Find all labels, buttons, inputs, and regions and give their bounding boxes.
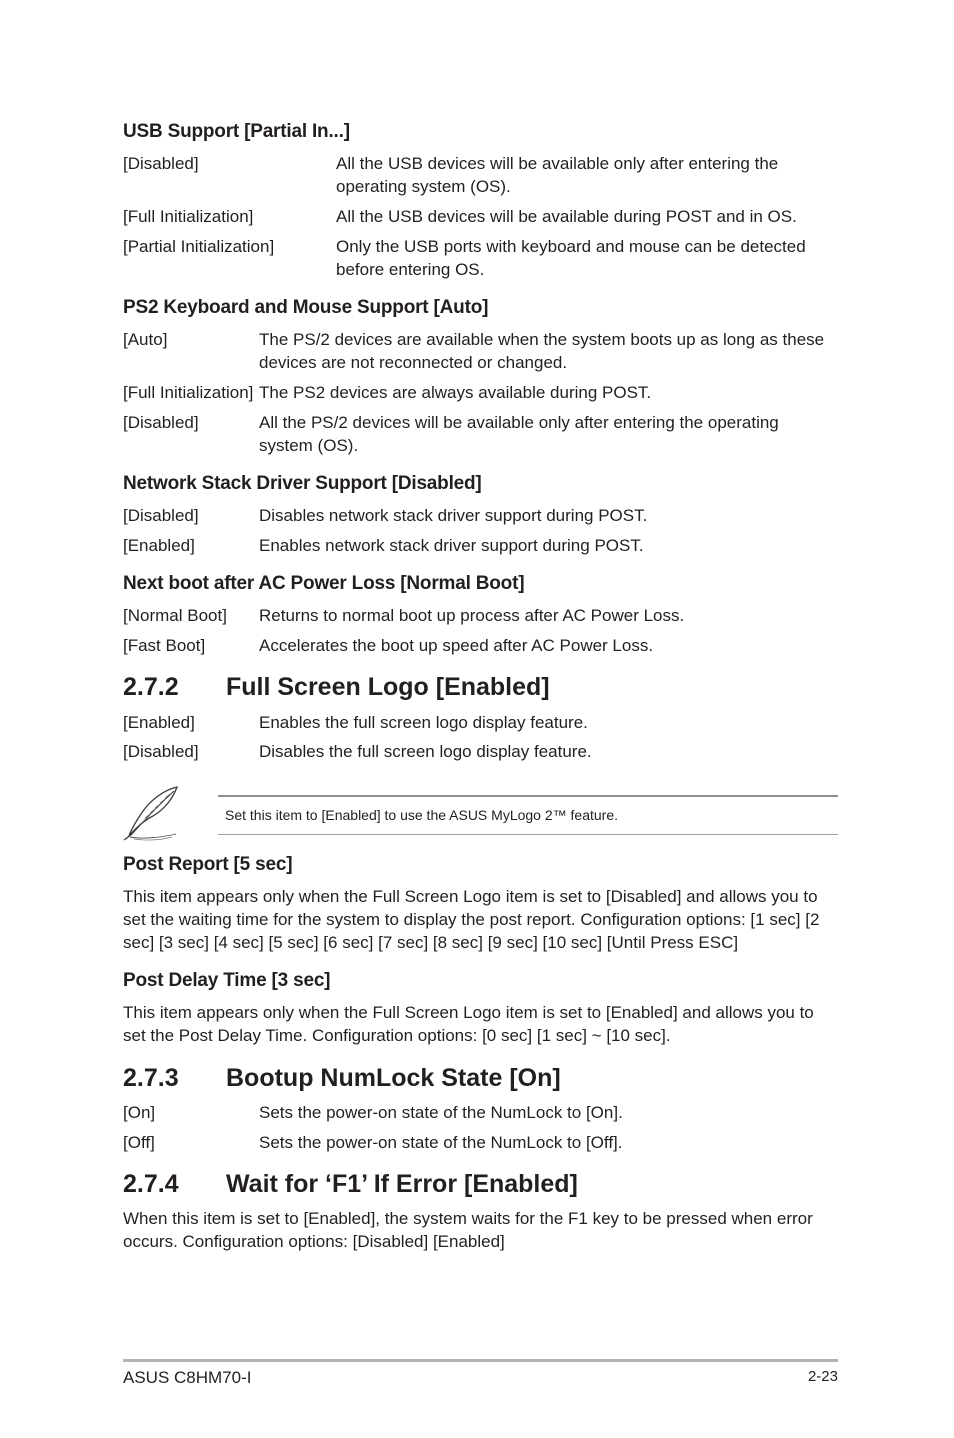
option-label: [Full Initialization] — [123, 207, 254, 226]
section-number: 2.7.4 — [123, 1170, 179, 1198]
option-description: Only the USB ports with keyboard and mouse can be detected before entering OS. — [336, 237, 806, 279]
option-description: Disables network stack driver support during POST. — [259, 506, 648, 525]
option-label: [Full Initialization] — [123, 383, 254, 402]
option-description: Enables the full screen logo display feature. — [259, 713, 588, 732]
option-label: [Disabled] — [123, 506, 199, 525]
ps2-support-heading: PS2 Keyboard and Mouse Support [Auto] — [123, 297, 489, 318]
post-report-text: This item appears only when the Full Screen Logo item is set to [Disabled] and allows you to set the waiting time for the system to display the post report. Configuration options: [1 sec] [2 sec] [3 sec] [4 sec] [5 sec] [6 sec] [7 sec] [8 sec] [9 sec] [10 sec] [Until Press ESC] — [123, 887, 820, 952]
usb-support-heading: USB Support [Partial In...] — [123, 121, 350, 142]
network-stack-heading: Network Stack Driver Support [Disabled] — [123, 473, 482, 494]
option-description: The PS2 devices are always available during POST. — [259, 383, 652, 402]
page-number: 2-23 — [807, 1368, 838, 1385]
option-description: Disables the full screen logo display feature. — [259, 742, 592, 761]
option-label: [On] — [123, 1103, 156, 1122]
option-description: Sets the power-on state of the NumLock to [Off]. — [259, 1133, 623, 1152]
option-description: Sets the power-on state of the NumLock to [On]. — [259, 1103, 623, 1122]
option-label: [Partial Initialization] — [123, 237, 275, 256]
note-bottom-rule — [218, 834, 838, 835]
option-label: [Enabled] — [123, 713, 195, 732]
option-description: Enables network stack driver support during POST. — [259, 536, 644, 555]
section-heading-2-7-3 — [123, 1064, 823, 1096]
option-description: Returns to normal boot up process after AC Power Loss. — [259, 606, 685, 625]
option-description: All the USB devices will be available only after entering the operating system (OS). — [336, 154, 779, 196]
next-boot-heading: Next boot after AC Power Loss [Normal Boot] — [123, 573, 525, 594]
option-label: [Disabled] — [123, 742, 199, 761]
option-label: [Auto] — [123, 330, 168, 349]
section-heading-2-7-2 — [123, 673, 823, 705]
wait-f1-text: When this item is set to [Enabled], the system waits for the F1 key to be pressed when error occurs. Configuration options: [Disabled] [Enabled] — [123, 1209, 813, 1251]
option-label: [Disabled] — [123, 154, 199, 173]
option-description: All the PS/2 devices will be available only after entering the operating system (OS). — [259, 413, 779, 455]
option-label: [Disabled] — [123, 413, 199, 432]
option-label: [Fast Boot] — [123, 636, 206, 655]
section-number: 2.7.2 — [123, 673, 179, 701]
section-title: Wait for ‘F1’ If Error [Enabled] — [226, 1170, 578, 1198]
post-delay-heading: Post Delay Time [3 sec] — [123, 970, 331, 991]
section-title: Full Screen Logo [Enabled] — [226, 673, 550, 701]
note-text: Set this item to [Enabled] to use the ASUS MyLogo 2™ feature. — [225, 807, 618, 823]
option-description: The PS/2 devices are available when the system boots up as long as these devices are not reconnected or changed. — [259, 330, 825, 372]
post-delay-text: This item appears only when the Full Screen Logo item is set to [Enabled] and allows you to set the Post Delay Time. Configuration options: [0 sec] [1 sec] ~ [10 sec]. — [123, 1003, 814, 1045]
option-label: [Enabled] — [123, 536, 195, 555]
option-label: [Normal Boot] — [123, 606, 227, 625]
option-description: Accelerates the boot up speed after AC Power Loss. — [259, 636, 654, 655]
post-report-heading: Post Report [5 sec] — [123, 854, 293, 875]
footer-model: ASUS C8HM70-I — [123, 1368, 252, 1387]
quill-pen-icon — [120, 784, 182, 842]
section-heading-2-7-4 — [123, 1170, 823, 1202]
option-label: [Off] — [123, 1133, 155, 1152]
section-number: 2.7.3 — [123, 1064, 179, 1092]
footer-rule — [123, 1359, 838, 1362]
note-top-rule — [218, 795, 838, 797]
option-description: All the USB devices will be available during POST and in OS. — [336, 207, 797, 226]
section-title: Bootup NumLock State [On] — [226, 1064, 561, 1092]
